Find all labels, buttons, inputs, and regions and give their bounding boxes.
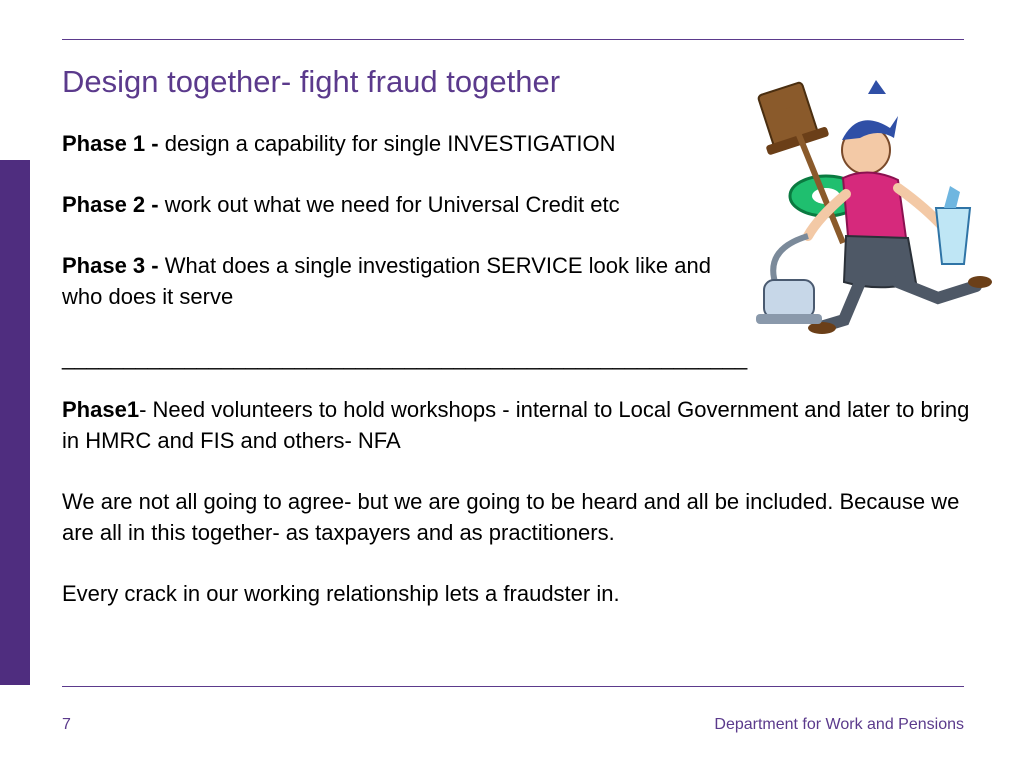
cleaner-illustration bbox=[748, 68, 994, 340]
phase-1-text: design a capability for single INVESTIGATION bbox=[158, 131, 616, 156]
phase-2-label: Phase 2 - bbox=[62, 192, 159, 217]
phase1-note bbox=[62, 394, 972, 456]
phase-3-line bbox=[62, 250, 745, 312]
bottom-rule bbox=[62, 686, 964, 687]
phase1-note-text: - Need volunteers to hold workshops - internal to Local Government and later to bring in HMRC and FIS and others- NFA bbox=[62, 397, 970, 453]
phase-3-label: Phase 3 - bbox=[62, 253, 159, 278]
left-accent-bar bbox=[0, 160, 30, 685]
page-number: 7 bbox=[62, 716, 71, 733]
phase-2-text: work out what we need for Universal Credit etc bbox=[158, 192, 620, 217]
slide-title: Design together- fight fraud together bbox=[62, 64, 561, 99]
top-rule bbox=[62, 39, 964, 40]
phase1-note-label: Phase1 bbox=[62, 397, 140, 422]
text-divider: ________________________________________________________ bbox=[62, 345, 748, 370]
phase-1-label: Phase 1 - bbox=[62, 131, 159, 156]
phase-3-text: What does a single investigation SERVICE look like and who does it serve bbox=[62, 253, 711, 309]
inclusion-paragraph: We are not all going to agree- but we are going to be heard and all be included. Because we are all in this together- as taxpayers and as practitioners. bbox=[62, 489, 960, 545]
organization-name: Department for Work and Pensions bbox=[714, 716, 964, 733]
closing-paragraph: Every crack in our working relationship lets a fraudster in. bbox=[62, 581, 620, 606]
